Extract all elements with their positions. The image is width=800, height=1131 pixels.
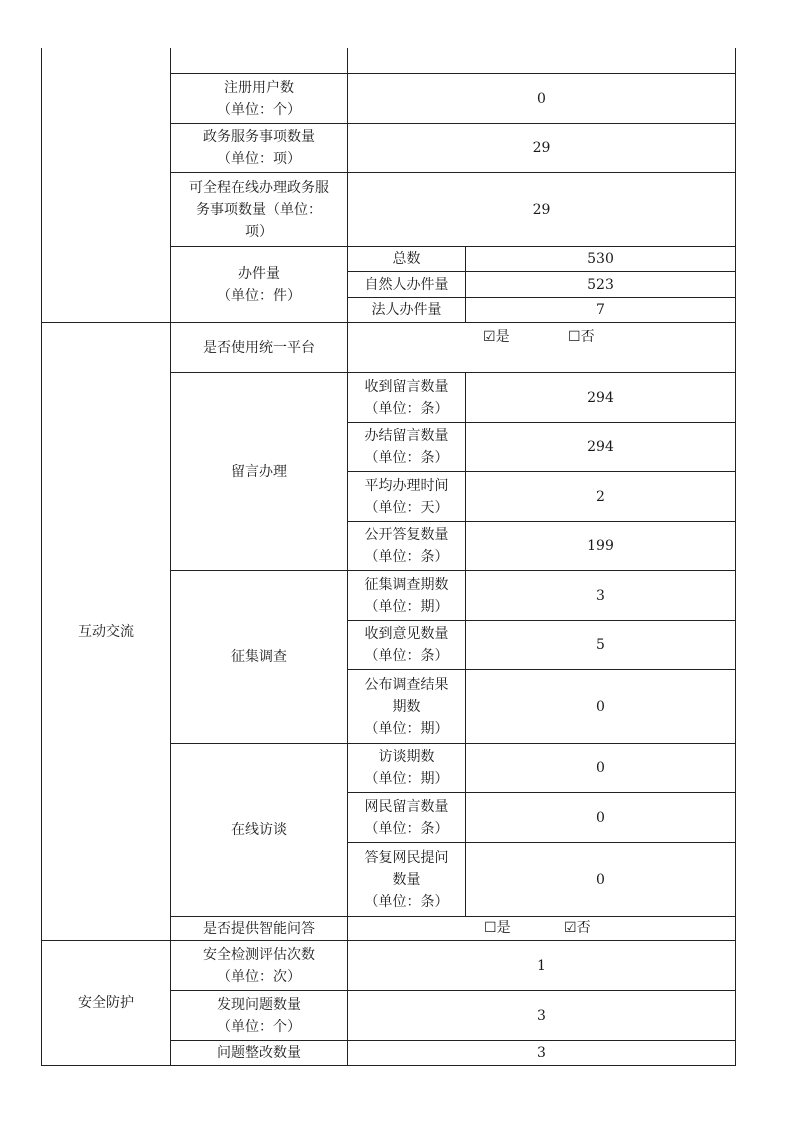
registered-users-label: 注册用户数 （单位：个） xyxy=(217,79,301,118)
interviews-group-title: 在线访谈 xyxy=(231,822,287,838)
security-evaluations-value: 1 xyxy=(537,957,546,974)
messages-public-replies-label: 公开答复数量 （单位：条） xyxy=(364,527,449,565)
cases-label: 办件量 （单位：件） xyxy=(217,265,301,304)
unified-platform-options xyxy=(348,326,735,348)
netizen-messages-label: 网民留言数量 （单位：条） xyxy=(364,798,449,837)
unified-platform-no-option[interactable]: ☐否 xyxy=(568,329,595,345)
survey-opinions-label: 收到意见数量 （单位：条） xyxy=(364,626,449,664)
messages-completed-value: 294 xyxy=(587,439,614,455)
netizen-answers-label: 答复网民提问 数量 （单位：条） xyxy=(364,849,449,910)
messages-public-replies-value: 199 xyxy=(587,538,614,554)
survey-opinions-value: 5 xyxy=(596,637,605,653)
survey-results-value: 0 xyxy=(596,698,605,715)
smart-qa-yes-option[interactable]: ☐是 xyxy=(484,920,511,936)
cases-legal-label: 法人办件量 xyxy=(371,302,442,318)
survey-results-label: 公布调查结果 期数 （单位：期） xyxy=(364,676,449,737)
cases-natural-label: 自然人办件量 xyxy=(364,276,449,293)
messages-received-label: 收到留言数量 （单位：条） xyxy=(364,378,449,417)
service-items-value: 29 xyxy=(532,140,551,156)
registered-users-value: 0 xyxy=(537,90,546,107)
cases-total-label: 总数 xyxy=(392,251,421,267)
survey-periods-value: 3 xyxy=(596,587,605,604)
messages-avg-time-label: 平均办理时间 （单位：天） xyxy=(364,477,449,516)
cases-legal-value: 7 xyxy=(596,302,605,318)
unified-platform-label: 是否使用统一平台 xyxy=(203,339,315,356)
issues-found-value: 3 xyxy=(537,1007,546,1024)
cases-natural-value: 523 xyxy=(587,276,614,293)
checked-box-icon: ☑ xyxy=(483,329,496,345)
checked-box-icon: ☑ xyxy=(564,920,577,936)
interaction-section-title: 互动交流 xyxy=(78,623,134,640)
interview-periods-value: 0 xyxy=(596,760,605,776)
messages-completed-label: 办结留言数量 （单位：条） xyxy=(364,428,449,466)
survey-periods-label: 征集调查期数 （单位：期） xyxy=(364,576,449,615)
netizen-answers-value: 0 xyxy=(596,871,605,888)
unified-platform-yes-option[interactable]: ☑是 xyxy=(483,329,510,345)
messages-group-title: 留言办理 xyxy=(231,463,287,480)
service-items-label: 政务服务事项数量 （单位：项） xyxy=(203,129,315,167)
surveys-group-title: 征集调查 xyxy=(231,649,287,665)
issues-found-label: 发现问题数量 （单位：个） xyxy=(217,996,301,1035)
security-evaluations-label: 安全检测评估次数 （单位：次） xyxy=(203,946,315,985)
issues-fixed-label: 问题整改数量 xyxy=(217,1045,301,1061)
issues-fixed-value: 3 xyxy=(537,1045,546,1061)
messages-received-value: 294 xyxy=(587,389,614,406)
online-items-label: 可全程在线办理政务服 务事项数量（单位： 项） xyxy=(189,179,329,240)
online-items-value: 29 xyxy=(532,201,551,218)
interview-periods-label: 访谈期数 （单位：期） xyxy=(364,749,449,787)
unchecked-box-icon: ☐ xyxy=(484,920,497,936)
smart-qa-options xyxy=(348,917,735,940)
netizen-messages-value: 0 xyxy=(596,809,605,826)
security-section-title: 安全防护 xyxy=(78,995,134,1011)
smart-qa-no-option[interactable]: ☑否 xyxy=(564,920,591,936)
cases-total-value: 530 xyxy=(587,251,614,267)
smart-qa-label: 是否提供智能问答 xyxy=(203,920,315,937)
unchecked-box-icon: ☐ xyxy=(568,329,581,345)
messages-avg-time-value: 2 xyxy=(596,488,605,505)
